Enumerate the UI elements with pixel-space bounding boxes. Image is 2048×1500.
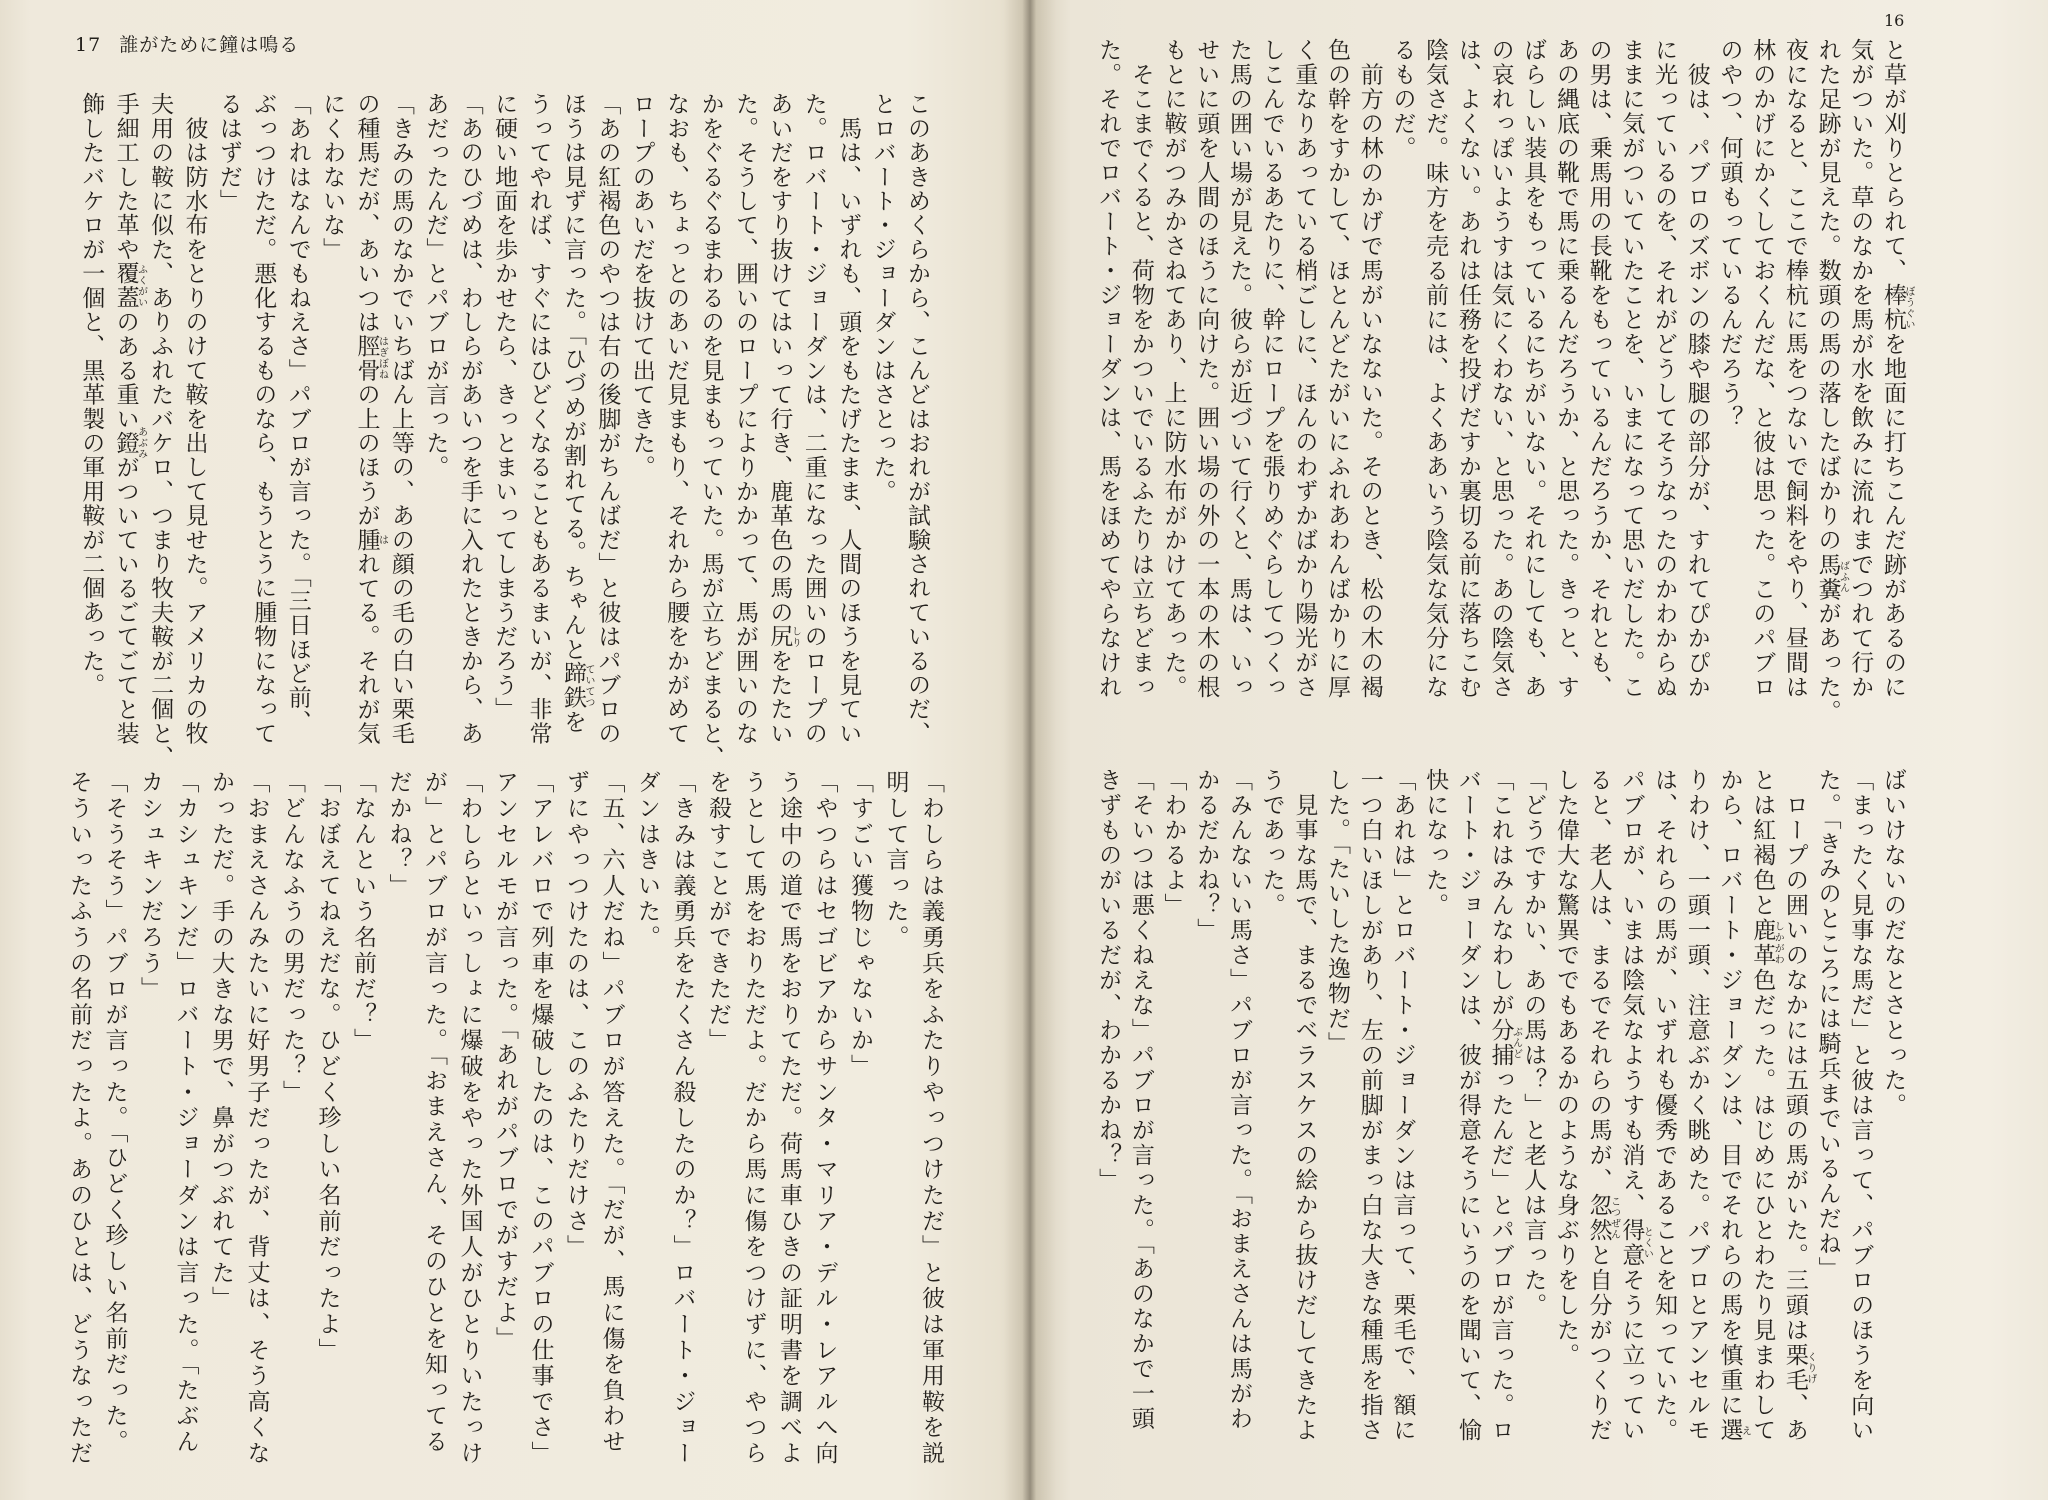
text-run: ロープの囲いのなかには五頭の馬がいた。三頭は xyxy=(1781,768,1808,1343)
text-column: た。「きみのところには騎兵までいるんだね」 xyxy=(1814,768,1841,1282)
text-run: そうに立ってい xyxy=(1618,1268,1645,1443)
text-column: 「アレバロで列車を爆破したのは、このパブロの仕事でさ」 xyxy=(527,770,554,1467)
text-column: 色の幹をすかして、ほとんどたがいにふれあわんばかりに厚 xyxy=(1324,38,1351,700)
text-column: ぶっつけただ。悪化するものなら、もうとうに腫物になって xyxy=(250,92,277,746)
text-run: の種馬だが、あいつは xyxy=(353,92,380,334)
text-column: 彼は、パブロのズボンの膝や腿の部分が、すれてぴかぴか xyxy=(1683,38,1710,700)
text-column: に光っているのを、それがどうしてそうなったのかわからぬ xyxy=(1651,38,1678,700)
book-gutter xyxy=(1004,0,1056,1500)
text-column: かをぐるぐるまわるのを見まもっていた。馬が立ちどまると、 xyxy=(697,92,724,770)
ruby-base: 尻 xyxy=(766,624,793,649)
ruby-group xyxy=(353,334,388,383)
text-column: 陰気さだ。味方を売る前には、よくああいう陰気な気分にな xyxy=(1422,38,1449,700)
text-column: 「五、六人だね」パブロが答えた。「だが、馬に傷を負わせ xyxy=(598,770,625,1456)
ruby-base: 腫 xyxy=(353,527,380,552)
ruby-group xyxy=(559,661,594,710)
text-column: が」とパブロが言った。「おまえさん、そのひとを知ってる xyxy=(421,770,447,1456)
text-column: そこまでくると、荷物をかついでいるふたりは立ちどまっ xyxy=(1127,38,1154,700)
text-column: 「カシュキンだ」ロバート・ジョーダンは言った。「たぶん xyxy=(172,770,199,1456)
text-column: 「おぼえてねえだな。ひどく珍しい名前だったよ」 xyxy=(314,770,341,1364)
text-column: 馬は、いずれも、頭をもたげたまま、人間のほうを見てい xyxy=(835,92,862,746)
text-column: きずものがいるだが、わかるかね？」 xyxy=(1095,768,1122,1193)
text-column: うであった。 xyxy=(1258,768,1285,918)
text-column xyxy=(1615,768,1653,1448)
text-column: 気がついた。草のなかを馬が水を飲みに流れまでつれて行か xyxy=(1847,38,1874,700)
text-column: 「どんなふうの男だった？」 xyxy=(279,770,305,1106)
ruby-group xyxy=(112,261,147,310)
text-column xyxy=(1582,768,1620,1448)
right-page-lower-text-block xyxy=(1091,768,1909,1448)
ruby-group xyxy=(1585,1193,1620,1243)
ruby-text: こつぜん xyxy=(1608,1196,1620,1240)
text-column: の男は、乗馬用の長靴をもっているんだろうか、それとも、 xyxy=(1585,38,1612,700)
text-column: た。そうして、囲いのロープによりかかって、馬が囲いのな xyxy=(731,92,758,746)
text-run: を地面に打ちこんだ跡があるのに xyxy=(1880,332,1906,700)
text-column: 彼は防水布をとりのけて鞍を出して見せた。アメリカの牧 xyxy=(181,92,208,746)
text-column: に硬い地面を歩かせたら、きっとまいってしまうだろう」 xyxy=(491,92,518,722)
text-run: がついているごてごてと装 xyxy=(112,455,139,746)
text-column: せいに頭を人間のほうに向けた。囲い場の外の一本の木の根 xyxy=(1193,38,1220,700)
text-column: 林のかげにかくしておくんだな、と彼は思った。このパブロ xyxy=(1749,38,1776,700)
text-column: 「すごい獲物じゃないか」 xyxy=(847,770,873,1080)
text-column: カシュキンだろう」 xyxy=(137,770,163,1003)
text-column: かるだかね？」 xyxy=(1193,768,1220,943)
text-column: た馬の囲い場が見えた。彼らが近づいて行くと、馬は、いっ xyxy=(1225,38,1252,700)
text-column: 明して言った。 xyxy=(882,770,909,951)
text-column: ロープのあいだを抜けて出てきた。 xyxy=(628,92,655,480)
text-column: 一つ白いほしがあり、左の前脚がまっ白な大きな種馬を指さ xyxy=(1356,768,1383,1443)
text-column: 「きみの馬のなかでいちばん上等の、あの顔の毛の白い栗毛 xyxy=(387,92,414,746)
text-column xyxy=(1778,768,1816,1448)
text-column: 「そいつは悪くねえな」パブロが言った。「あのなかで一頭 xyxy=(1127,768,1154,1432)
text-column: なおも、ちょっとのあいだ見まもり、それから腰をかがめて xyxy=(663,92,690,746)
ruby-group xyxy=(1781,1343,1816,1393)
ruby-group xyxy=(1749,918,1784,968)
text-run: パブロが、いまは陰気なようすも消え、 xyxy=(1618,768,1645,1218)
ruby-group xyxy=(1716,1418,1751,1443)
text-run: の上のほうが xyxy=(353,382,380,528)
text-run: ると、老人は、まるでそれらの馬が、 xyxy=(1585,768,1612,1193)
text-column xyxy=(108,92,147,747)
text-column: た。それでロバート・ジョーダンは、馬をほめてやらなけれ xyxy=(1095,38,1122,700)
ruby-group xyxy=(1618,1218,1653,1268)
text-run: があった。 xyxy=(1814,601,1841,724)
text-column: く重なりあっている梢ごしに、ほんのわずかばかり陽光がさ xyxy=(1291,38,1318,700)
text-column: アンセルモが言った。「あれがパブロでがすだよ」 xyxy=(492,770,518,1352)
text-column: るものだ。 xyxy=(1389,38,1416,161)
ruby-group xyxy=(1487,1018,1522,1068)
text-column: 「きみは義勇兵をたくさん殺したのか？」ロバート・ジョー xyxy=(669,770,696,1467)
text-column: 「あれはなんでもねえさ」パブロが言った。「三日ほど前、 xyxy=(284,92,311,734)
text-column: 「わしらは義勇兵をふたりやっつけただ」と彼は軍用鞍を説 xyxy=(918,770,944,1467)
text-column: 「やつらはセゴビアからサンタ・マリア・デル・レアルへ向 xyxy=(811,770,838,1467)
text-column: ばらしい装具をもっているにちがいない。それにしても、あ xyxy=(1520,38,1547,700)
ruby-base: 選 xyxy=(1716,1418,1743,1443)
text-run: をたたい xyxy=(766,648,793,746)
ruby-text: ばふん xyxy=(1837,560,1849,594)
ruby-base: 忽然 xyxy=(1585,1193,1612,1243)
ruby-text: くりげ xyxy=(1804,1351,1816,1385)
ruby-base: 分捕 xyxy=(1487,1018,1514,1068)
ruby-text: は xyxy=(376,534,388,546)
text-column: バート・ジョーダンは、彼が得意そうにいうのを聞いて、愉 xyxy=(1454,768,1481,1443)
text-run: れた足跡が見えた。数頭の馬の落したばかりの xyxy=(1814,38,1841,553)
ruby-text: ぶんど xyxy=(1510,1026,1522,1060)
page-number-right: 16 xyxy=(1884,11,1905,30)
text-column: ばいけないのだなとさとった。 xyxy=(1880,768,1906,1118)
ruby-base: 得意 xyxy=(1618,1218,1645,1268)
text-column: は、それらの馬が、いずれも優秀であることを知っていた。 xyxy=(1651,768,1678,1443)
text-column: あの縄底の靴で馬に乗るんだろうか、と思った。きっと、す xyxy=(1552,38,1579,700)
text-column: 「そうそう」パブロが言った。「ひどく珍しい名前だった。 xyxy=(101,770,128,1456)
text-run: とは紅褐色と xyxy=(1749,768,1776,918)
text-column xyxy=(1811,38,1849,724)
text-column: 飾したバケロが一個と、黒革製の軍用鞍が二個あった。 xyxy=(78,92,105,697)
text-column: ままに気がついていたことを、いまになって思いだした。こ xyxy=(1618,38,1645,700)
text-column: このあきめくらから、こんどはおれが試験されているのだ、 xyxy=(904,92,930,746)
text-column: かっただ。手の大きな男で、鼻がつぶれてた」 xyxy=(208,770,234,1312)
ruby-base: 鐙 xyxy=(112,430,139,456)
text-column: うってやれば、すぐにはひどくなることもあるまいが、非常 xyxy=(525,92,552,746)
text-column: 「あの紅褐色のやつは右の後脚がちんばだ」と彼はパブロの xyxy=(594,92,621,746)
text-column: しこんでいるあたりに、幹にロープを張りめぐらしてつくっ xyxy=(1258,38,1285,700)
text-run: と草が刈りとられて、 xyxy=(1880,38,1906,283)
left-page-lower-text-block xyxy=(61,770,949,1470)
ruby-group xyxy=(112,426,147,460)
text-run: 手細工した革や xyxy=(112,92,139,262)
text-column: ダンはきいた。 xyxy=(634,770,660,951)
ruby-group xyxy=(766,624,801,649)
ruby-base: 覆蓋 xyxy=(112,261,139,310)
text-run: れてる。それが気 xyxy=(353,551,380,746)
text-column: 前方の林のかげで馬がいなないた。そのとき、松の木の褐 xyxy=(1356,38,1383,700)
ruby-group xyxy=(1880,283,1914,332)
text-column: るはずだ」 xyxy=(215,92,242,213)
text-column: うとして馬をおりただよ。だから馬に傷をつけずに、やつら xyxy=(740,770,767,1467)
text-run: あいだをすり抜けてはいって行き、鹿革色の馬の xyxy=(766,92,793,625)
text-column: う途中の道で馬をおりてただ。荷馬車ひきの証明書を調べよ xyxy=(776,770,802,1467)
text-run: 色だった。はじめにひとわたり見まわして xyxy=(1749,968,1776,1443)
text-run: ったんだ」とパブロが言った。ロ xyxy=(1487,1068,1514,1443)
text-column xyxy=(556,92,594,747)
text-run: から、ロバート・ジョーダンは、目でそれらの馬を慎重に xyxy=(1716,768,1743,1418)
text-column: 快になった。 xyxy=(1422,768,1449,918)
text-column xyxy=(1484,768,1522,1448)
left-page-upper-text-block xyxy=(74,92,934,770)
text-column: 「なんという名前だ？」 xyxy=(350,770,376,1054)
text-column: ずにやっつけたのは、このふたりだけさ」 xyxy=(563,770,589,1261)
text-column: 「まったく見事な馬だ」と彼は言って、パブロのほうを向い xyxy=(1847,768,1874,1443)
ruby-base: 蹄鉄 xyxy=(559,661,586,710)
text-run: ほうは見ずに言った。「ひづめが割れてる。ちゃんと xyxy=(559,92,586,662)
ruby-text: しかがわ xyxy=(1772,921,1784,965)
text-run: を xyxy=(559,709,586,734)
text-column: りわけ、一頭一頭、注意ぶかく眺めた。パブロとアンセルモ xyxy=(1683,768,1710,1443)
running-title: 誰がために鐘は鳴る xyxy=(119,34,300,56)
text-column xyxy=(1745,768,1784,1448)
ruby-base: 脛骨 xyxy=(353,334,380,383)
ruby-text: ぼうぐい xyxy=(1903,285,1914,330)
text-column: した偉大な驚異ででもあるかのような身ぶりをした。 xyxy=(1552,768,1579,1368)
ruby-text: ふくがい xyxy=(135,263,147,308)
text-column: 「あれは」とロバート・ジョーダンは言って、栗毛で、額に xyxy=(1389,768,1416,1443)
text-column: だかね？」 xyxy=(385,770,412,899)
ruby-group xyxy=(1814,552,1849,602)
text-column: した。「たいした逸物だ」 xyxy=(1324,768,1351,1057)
ruby-base: 棒杭 xyxy=(1880,283,1906,332)
ruby-text: ていてつ xyxy=(582,663,594,708)
text-column: 「みんないい馬さ」パブロが言った。「おまえさんは馬がわ xyxy=(1225,768,1252,1432)
text-column: の哀れっぽいようすは気にくわない、と思った。あの陰気さ xyxy=(1487,38,1514,700)
ruby-text: とくい xyxy=(1641,1226,1653,1260)
text-column: 見事な馬で、まるでベラスケスの絵から抜けだしてきたよ xyxy=(1291,768,1318,1443)
text-column: とロバート・ジョーダンはさとった。 xyxy=(869,92,896,504)
text-column: のやつ、何頭もっているんだろう？ xyxy=(1716,38,1743,430)
ruby-text: しり xyxy=(789,625,801,648)
text-column xyxy=(1876,38,1914,703)
text-column xyxy=(762,92,801,747)
ruby-group xyxy=(353,527,388,552)
right-page-upper-text-block xyxy=(1091,38,1914,724)
text-run: 、あ xyxy=(1781,1393,1808,1443)
text-column: 「わしらといっしょに爆破をやった外国人がひとりいたっけ xyxy=(456,770,483,1467)
text-column: た。ロバート・ジョーダンは、二重になった囲いのロープの xyxy=(800,92,827,746)
left-page-header xyxy=(75,34,299,56)
ruby-text: はぎぼね xyxy=(376,336,388,381)
ruby-base: 鹿革 xyxy=(1749,918,1776,968)
ruby-base: 栗毛 xyxy=(1781,1343,1808,1393)
text-column xyxy=(1713,768,1751,1448)
text-column xyxy=(349,92,388,747)
text-run: と自分がつくりだ xyxy=(1585,1243,1612,1443)
text-run: 「これはみんなわしが xyxy=(1487,768,1514,1018)
text-column: あだったんだ」とパブロが言った。 xyxy=(422,92,449,480)
ruby-text: え xyxy=(1739,1425,1751,1436)
ruby-text: あぶみ xyxy=(135,426,147,460)
text-column: 「あのひづめは、わしらがあいつを手に入れたときから、あ xyxy=(456,92,483,746)
text-column: にくわないな」 xyxy=(319,92,346,262)
text-column: 夫用の鞍に似た、ありふれたバケロ、つまり牧夫鞍が二個と、 xyxy=(147,92,174,770)
text-column: 夜になると、ここで棒杭に馬をつないで飼料をやり、昼間は xyxy=(1781,38,1808,700)
text-column: を殺すことができただ」 xyxy=(705,770,731,1054)
text-column: そういったふうの名前だったよ。あのひとは、どうなっただ xyxy=(66,770,92,1467)
text-column: 「おまえさんみたいに好男子だったが、背丈は、そう高くな xyxy=(243,770,270,1467)
text-run: のある重い xyxy=(112,309,139,431)
text-column: 「どうですかい、あの馬は？」と老人は言った。 xyxy=(1520,768,1547,1318)
page-number-left: 17 xyxy=(75,34,102,56)
text-column: は、よくない。あれは任務を投げだすか裏切る前に落ちこむ xyxy=(1454,38,1481,700)
text-column: もとに鞍がつみかさねてあり、上に防水布がかけてあった。 xyxy=(1160,38,1187,700)
ruby-base: 馬糞 xyxy=(1814,552,1841,602)
text-column: 「わかるよ」 xyxy=(1160,768,1187,918)
